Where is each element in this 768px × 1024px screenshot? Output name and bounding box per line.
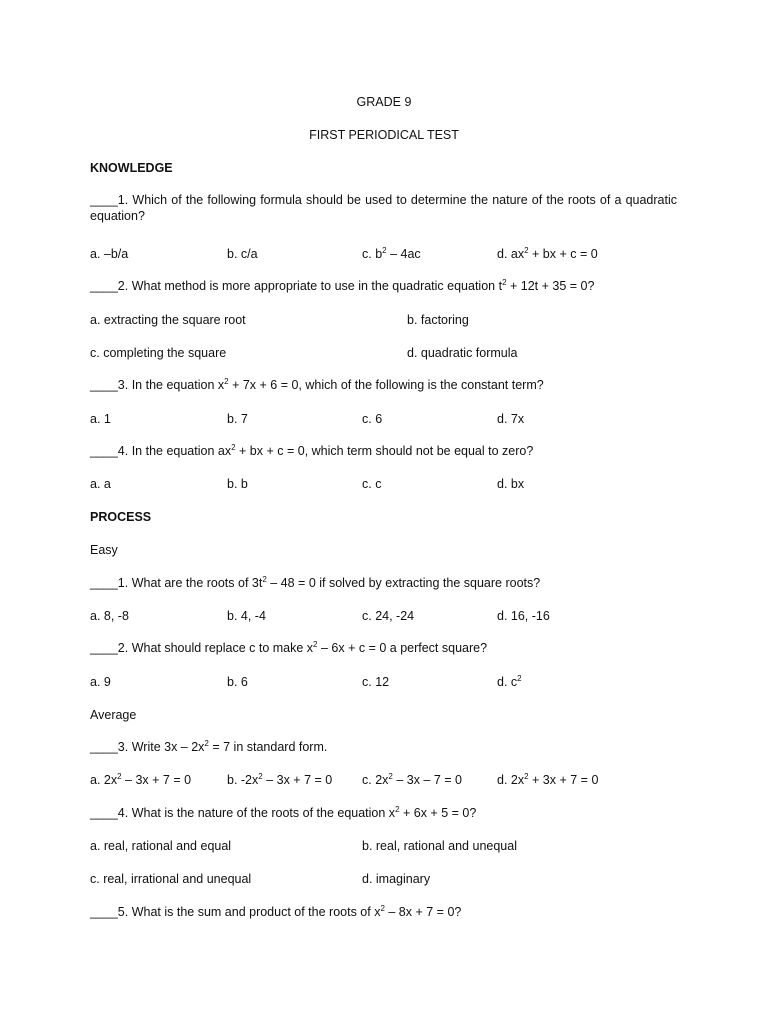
choice-p4-b: [362, 838, 517, 854]
superscript-exponent: 2: [395, 805, 400, 814]
superscript-exponent: 2: [502, 278, 507, 287]
section-heading-knowledge: KNOWLEDGE: [90, 161, 173, 175]
choice-p3-c: [362, 772, 462, 788]
text-segment: b. real, rational and unequal: [362, 839, 517, 853]
text-segment: ____1. Which of the following formula should be used to determine the nature of the roots of a quadratic equation?: [90, 193, 677, 223]
text-segment: b. 7: [227, 412, 248, 426]
question-k2: [90, 278, 677, 294]
choice-k4-c: [362, 476, 381, 492]
text-segment: – 3x + 7 = 0: [262, 773, 333, 787]
choice-p2-a: [90, 674, 111, 690]
choice-p1-b: [227, 608, 266, 624]
text-segment: – 48 = 0 if solved by extracting the square roots?: [266, 576, 541, 590]
text-segment: – 4ac: [386, 247, 421, 261]
text-segment: c. 6: [362, 412, 383, 426]
choice-k1-c: [362, 246, 421, 262]
choice-p4-a: [90, 838, 231, 854]
question-k1: [90, 192, 677, 224]
text-segment: d. quadratic formula: [407, 346, 518, 360]
question-p3: [90, 739, 677, 755]
question-p1: [90, 575, 677, 591]
choice-k3-d: [497, 411, 524, 427]
test-title: FIRST PERIODICAL TEST: [309, 128, 459, 142]
superscript-exponent: 2: [258, 772, 263, 781]
text-segment: b. factoring: [407, 313, 469, 327]
text-segment: a. extracting the square root: [90, 313, 246, 327]
text-segment: – 3x – 7 = 0: [392, 773, 463, 787]
superscript-exponent: 2: [524, 772, 529, 781]
choice-p1-d: [497, 608, 550, 624]
text-segment: – 6x + c = 0 a perfect square?: [317, 641, 488, 655]
text-segment: a. 2x: [90, 773, 118, 787]
text-segment: d. bx: [497, 477, 525, 491]
text-segment: a. 1: [90, 412, 111, 426]
superscript-exponent: 2: [117, 772, 122, 781]
text-segment: ____5. What is the sum and product of the roots of x: [90, 905, 381, 919]
text-segment: + 7x + 6 = 0, which of the following is the constant term?: [228, 378, 544, 392]
superscript-exponent: 2: [524, 246, 529, 255]
question-p5: [90, 904, 677, 920]
text-segment: b. 4, -4: [227, 609, 266, 623]
choice-p1-a: [90, 608, 129, 624]
difficulty-label-average: Average: [90, 708, 137, 722]
choice-k3-a: [90, 411, 111, 427]
text-segment: d. 2x: [497, 773, 525, 787]
text-segment: d. imaginary: [362, 872, 431, 886]
question-k4: [90, 443, 677, 459]
choice-p2-b: [227, 674, 248, 690]
text-segment: + bx + c = 0: [528, 247, 598, 261]
choice-k1-a: [90, 246, 128, 262]
superscript-exponent: 2: [313, 640, 318, 649]
choice-p2-d: [497, 674, 522, 690]
text-segment: + 3x + 7 = 0: [528, 773, 599, 787]
text-segment: – 8x + 7 = 0?: [384, 905, 462, 919]
choice-p3-d: [497, 772, 598, 788]
question-k3: [90, 377, 677, 393]
text-segment: c. b: [362, 247, 383, 261]
choice-p1-c: [362, 608, 414, 624]
superscript-exponent: 2: [204, 739, 209, 748]
choice-p3-b: [227, 772, 332, 788]
text-segment: ____2. What should replace c to make x: [90, 641, 314, 655]
text-segment: ____3. In the equation x: [90, 378, 225, 392]
choice-k3-c: [362, 411, 382, 427]
choice-p4-c: [90, 871, 251, 887]
superscript-exponent: 2: [224, 377, 229, 386]
text-segment: – 3x + 7 = 0: [121, 773, 192, 787]
text-segment: b. b: [227, 477, 248, 491]
text-segment: b. -2x: [227, 773, 259, 787]
superscript-exponent: 2: [388, 772, 393, 781]
text-segment: + 6x + 5 = 0?: [399, 806, 477, 820]
text-segment: d. c: [497, 675, 518, 689]
text-segment: d. 7x: [497, 412, 525, 426]
text-segment: a. 8, -8: [90, 609, 129, 623]
superscript-exponent: 2: [517, 674, 522, 683]
grade-title: GRADE 9: [356, 95, 412, 109]
text-segment: d. 16, -16: [497, 609, 550, 623]
section-heading-process: PROCESS: [90, 510, 152, 524]
text-segment: a. 9: [90, 675, 111, 689]
choice-p2-c: [362, 674, 389, 690]
difficulty-label-easy: Easy: [90, 543, 118, 557]
text-segment: ____1. What are the roots of 3t: [90, 576, 263, 590]
choice-p3-a: [90, 772, 191, 788]
text-segment: a. a: [90, 477, 111, 491]
text-segment: + bx + c = 0, which term should not be equal to zero?: [235, 444, 534, 458]
text-segment: c. c: [362, 477, 382, 491]
choice-k1-d: [497, 246, 598, 262]
choice-k2-c: [90, 345, 226, 361]
text-segment: b. 6: [227, 675, 248, 689]
text-segment: c. completing the square: [90, 346, 227, 360]
question-p2: [90, 640, 677, 656]
text-segment: a. –b/a: [90, 247, 129, 261]
text-segment: c. 2x: [362, 773, 389, 787]
choice-k2-b: [407, 312, 469, 328]
text-segment: b. c/a: [227, 247, 258, 261]
choice-k4-b: [227, 476, 248, 492]
choice-k2-a: [90, 312, 246, 328]
superscript-exponent: 2: [382, 246, 387, 255]
superscript-exponent: 2: [380, 904, 385, 913]
text-segment: c. 12: [362, 675, 390, 689]
choice-k3-b: [227, 411, 248, 427]
text-segment: ____2. What method is more appropriate to use in the quadratic equation t: [90, 279, 503, 293]
choice-k4-a: [90, 476, 111, 492]
choice-k4-d: [497, 476, 524, 492]
choice-k1-b: [227, 246, 258, 262]
choice-p4-d: [362, 871, 430, 887]
choice-k2-d: [407, 345, 517, 361]
text-segment: c. real, irrational and unequal: [90, 872, 252, 886]
text-segment: + 12t + 35 = 0?: [506, 279, 595, 293]
text-segment: ____4. In the equation ax: [90, 444, 232, 458]
superscript-exponent: 2: [262, 575, 267, 584]
text-segment: = 7 in standard form.: [208, 740, 328, 754]
superscript-exponent: 2: [231, 443, 236, 452]
text-segment: c. 24, -24: [362, 609, 415, 623]
text-segment: ____3. Write 3x – 2x: [90, 740, 205, 754]
text-segment: a. real, rational and equal: [90, 839, 232, 853]
text-segment: d. ax: [497, 247, 525, 261]
text-segment: ____4. What is the nature of the roots of the equation x: [90, 806, 396, 820]
question-p4: [90, 805, 677, 821]
